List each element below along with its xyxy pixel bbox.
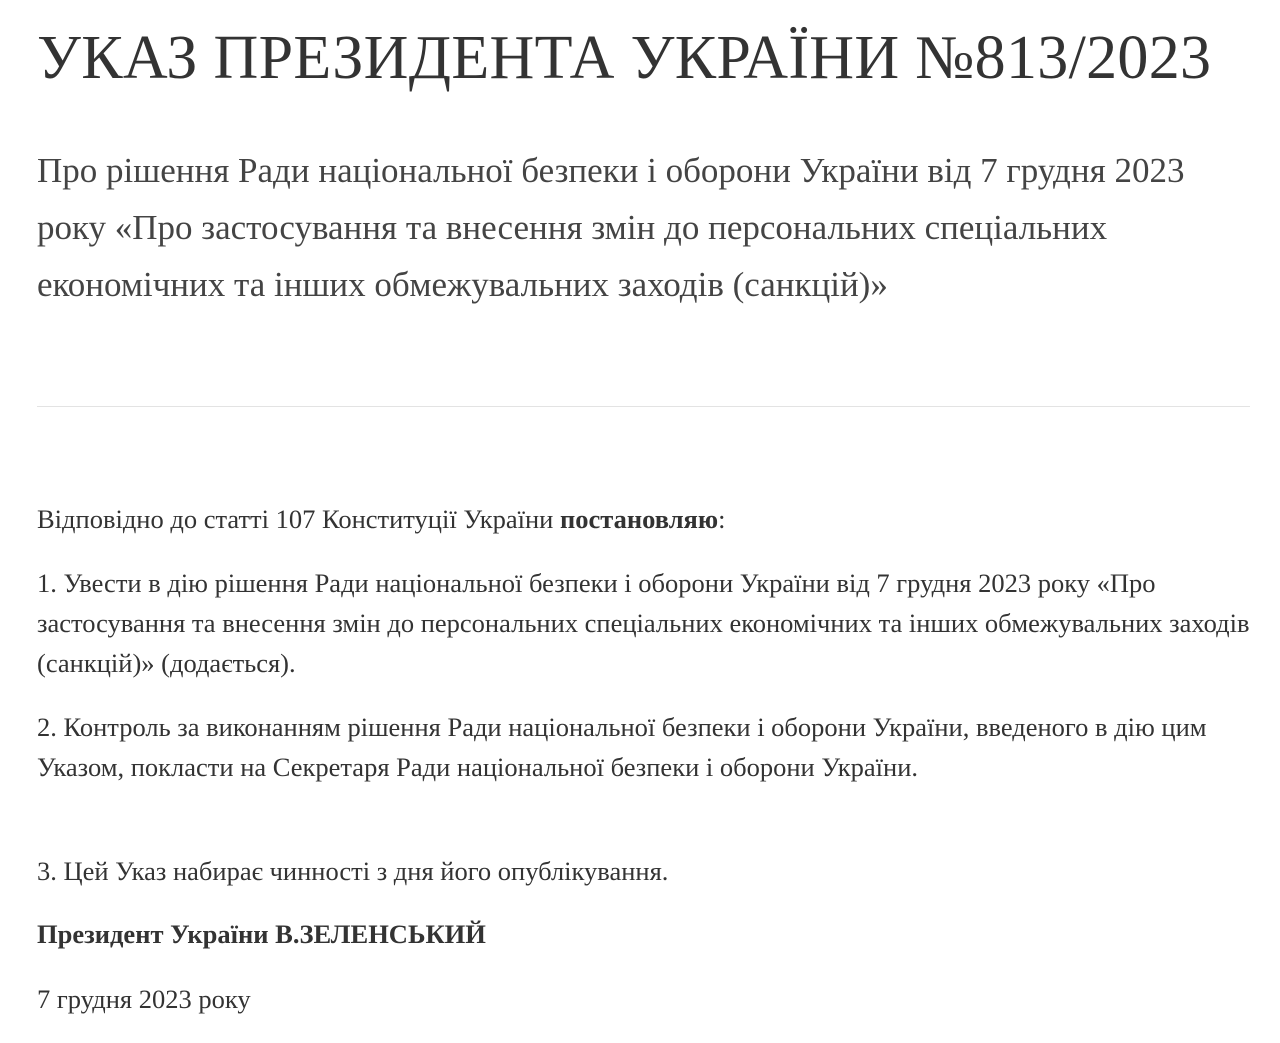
intro-paragraph — [37, 499, 1250, 539]
intro-emphasis: постановляю — [560, 504, 719, 534]
document-subtitle: Про рішення Ради національної безпеки і оборони України від 7 грудня 2023 року «Про застосування та внесення змін до персональних спеціальних економічних та інших обмежувальних заходів (санкцій)» — [37, 151, 1185, 304]
intro-text: Відповідно до статті 107 Конституції України — [37, 504, 560, 534]
document-date: 7 грудня 2023 року — [37, 984, 251, 1014]
intro-suffix: : — [718, 504, 726, 534]
decree-item-2: 2. Контроль за виконанням рішення Ради національної безпеки і оборони України, введеного в дію цим Указом, покласти на Секретаря Ради національної безпеки і оборони України. — [37, 712, 1207, 782]
signature: Президент України В.ЗЕЛЕНСЬКИЙ — [37, 919, 486, 949]
decree-item-1: 1. Увести в дію рішення Ради національної безпеки і оборони України від 7 грудня 2023 року «Про застосування та внесення змін до персональних спеціальних економічних та інших обмежувальних заходів (санкцій)» (додається). — [37, 568, 1250, 678]
document-title: УКАЗ ПРЕЗИДЕНТА УКРАЇНИ №813/2023 — [37, 24, 1212, 92]
decree-item-3: 3. Цей Указ набирає чинності з дня його опублікування. — [37, 856, 669, 886]
section-divider — [37, 406, 1250, 407]
